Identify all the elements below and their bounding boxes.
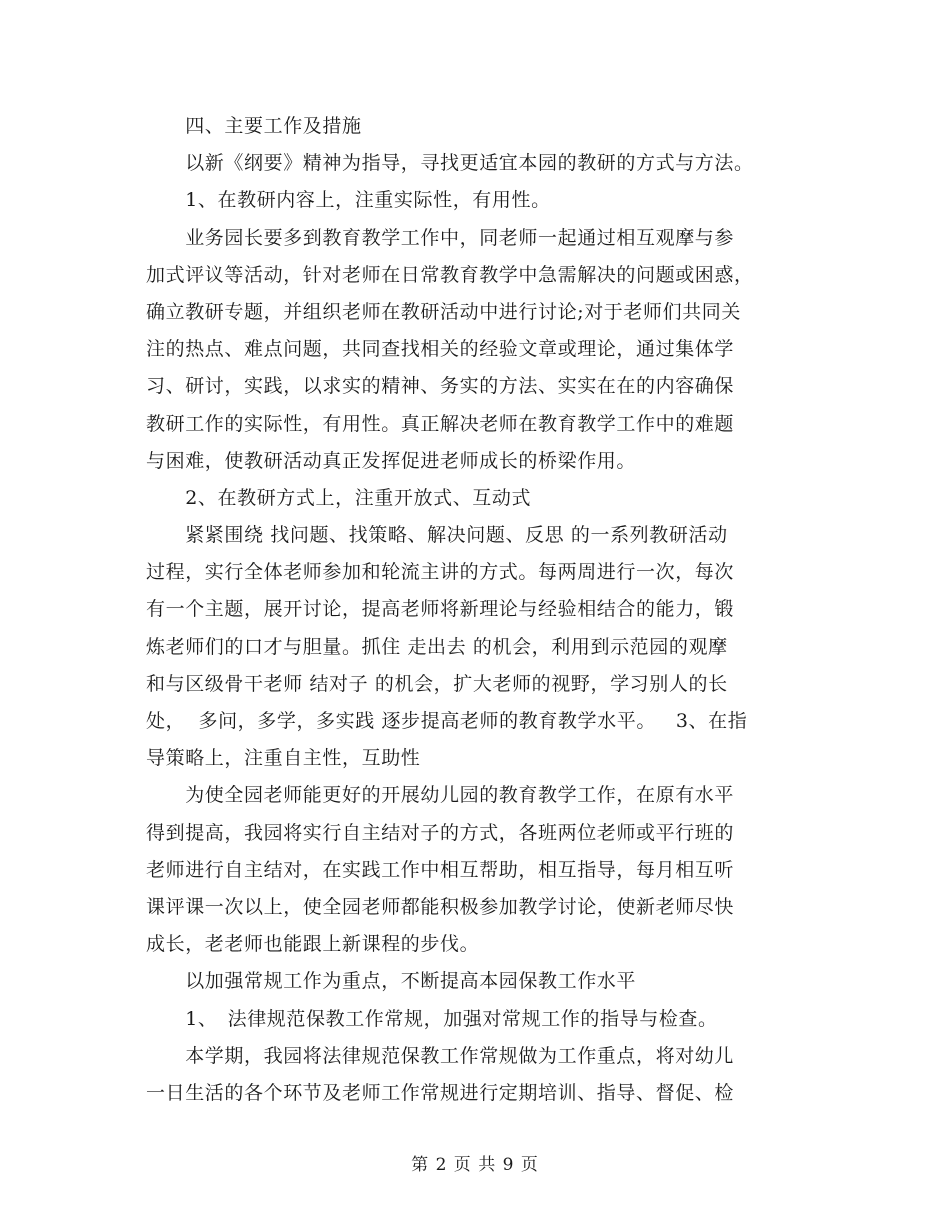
text-line: 成长，老老师也能跟上新课程的步伐。 bbox=[146, 933, 480, 956]
subheading: 1、 法律规范保教工作常规，加强对常规工作的指导与检查。 bbox=[146, 1007, 718, 1030]
text-line: 紧紧围绕 找问题、找策略、解决问题、反思 的一系列教研活动 bbox=[146, 524, 728, 547]
text-line: 为使全园老师能更好的开展幼儿园的教育教学工作，在原有水平 bbox=[146, 784, 735, 807]
subheading: 以加强常规工作为重点，不断提高本园保教工作水平 bbox=[146, 970, 637, 993]
subheading: 1、在教研内容上，注重实际性，有用性。 bbox=[146, 189, 551, 212]
text-line: 炼老师们的口才与胆量。抓住 走出去 的机会，利用到示范园的观摩 bbox=[146, 635, 728, 658]
text-line: 导策略上，注重自主性，互助性 bbox=[146, 747, 421, 770]
text-line: 课评课一次以上，使全园老师都能积极参加教学讨论，使新老师尽快 bbox=[146, 895, 735, 918]
text-line: 老师进行自主结对，在实践工作中相互帮助，相互指导，每月相互听 bbox=[146, 858, 735, 881]
text-line: 过程，实行全体老师参加和轮流主讲的方式。每两周进行一次，每次 bbox=[146, 561, 735, 584]
page-footer: 第 2 页 共 9 页 bbox=[411, 1155, 539, 1175]
subheading: 2、在教研方式上，注重开放式、互动式 bbox=[146, 486, 532, 509]
text-line: 得到提高，我园将实行自主结对子的方式，各班两位老师或平行班的 bbox=[146, 821, 735, 844]
text-line: 注的热点、难点问题，共同查找相关的经验文章或理论，通过集体学 bbox=[146, 338, 735, 361]
text-line: 一日生活的各个环节及老师工作常规进行定期培训、指导、督促、检 bbox=[146, 1081, 735, 1104]
text-line: 和与区级骨干老师 结对子 的机会，扩大老师的视野，学习别人的长 bbox=[146, 672, 728, 695]
text-line: 与困难，使教研活动真正发挥促进老师成长的桥梁作用。 bbox=[146, 449, 637, 472]
text-line: 加式评议等活动，针对老师在日常教育教学中急需解决的问题或困惑， bbox=[146, 263, 754, 286]
text-line: 教研工作的实际性，有用性。真正解决老师在教育教学工作中的难题 bbox=[146, 412, 735, 435]
text-line: 习、研讨，实践，以求实的精神、务实的方法、实实在在的内容确保 bbox=[146, 375, 735, 398]
document-body bbox=[146, 108, 806, 1112]
text-line: 本学期，我园将法律规范保教工作常规做为工作重点，将对幼儿 bbox=[146, 1044, 735, 1067]
text-line: 确立教研专题，并组织老师在教研活动中进行讨论;对于老师们共同关 bbox=[146, 300, 742, 323]
section-heading: 四、主要工作及措施 bbox=[146, 115, 362, 137]
text-line: 业务园长要多到教育教学工作中，同老师一起通过相互观摩与参 bbox=[146, 226, 735, 249]
text-line: 处， 多问，多学，多实践 逐步提高老师的教育教学水平。 3、在指 bbox=[146, 710, 748, 732]
text-line: 以新《纲要》精神为指导，寻找更适宜本园的教研的方式与方法。 bbox=[146, 152, 754, 175]
text-line: 有一个主题，展开讨论，提高老师将新理论与经验相结合的能力，锻 bbox=[146, 598, 735, 621]
